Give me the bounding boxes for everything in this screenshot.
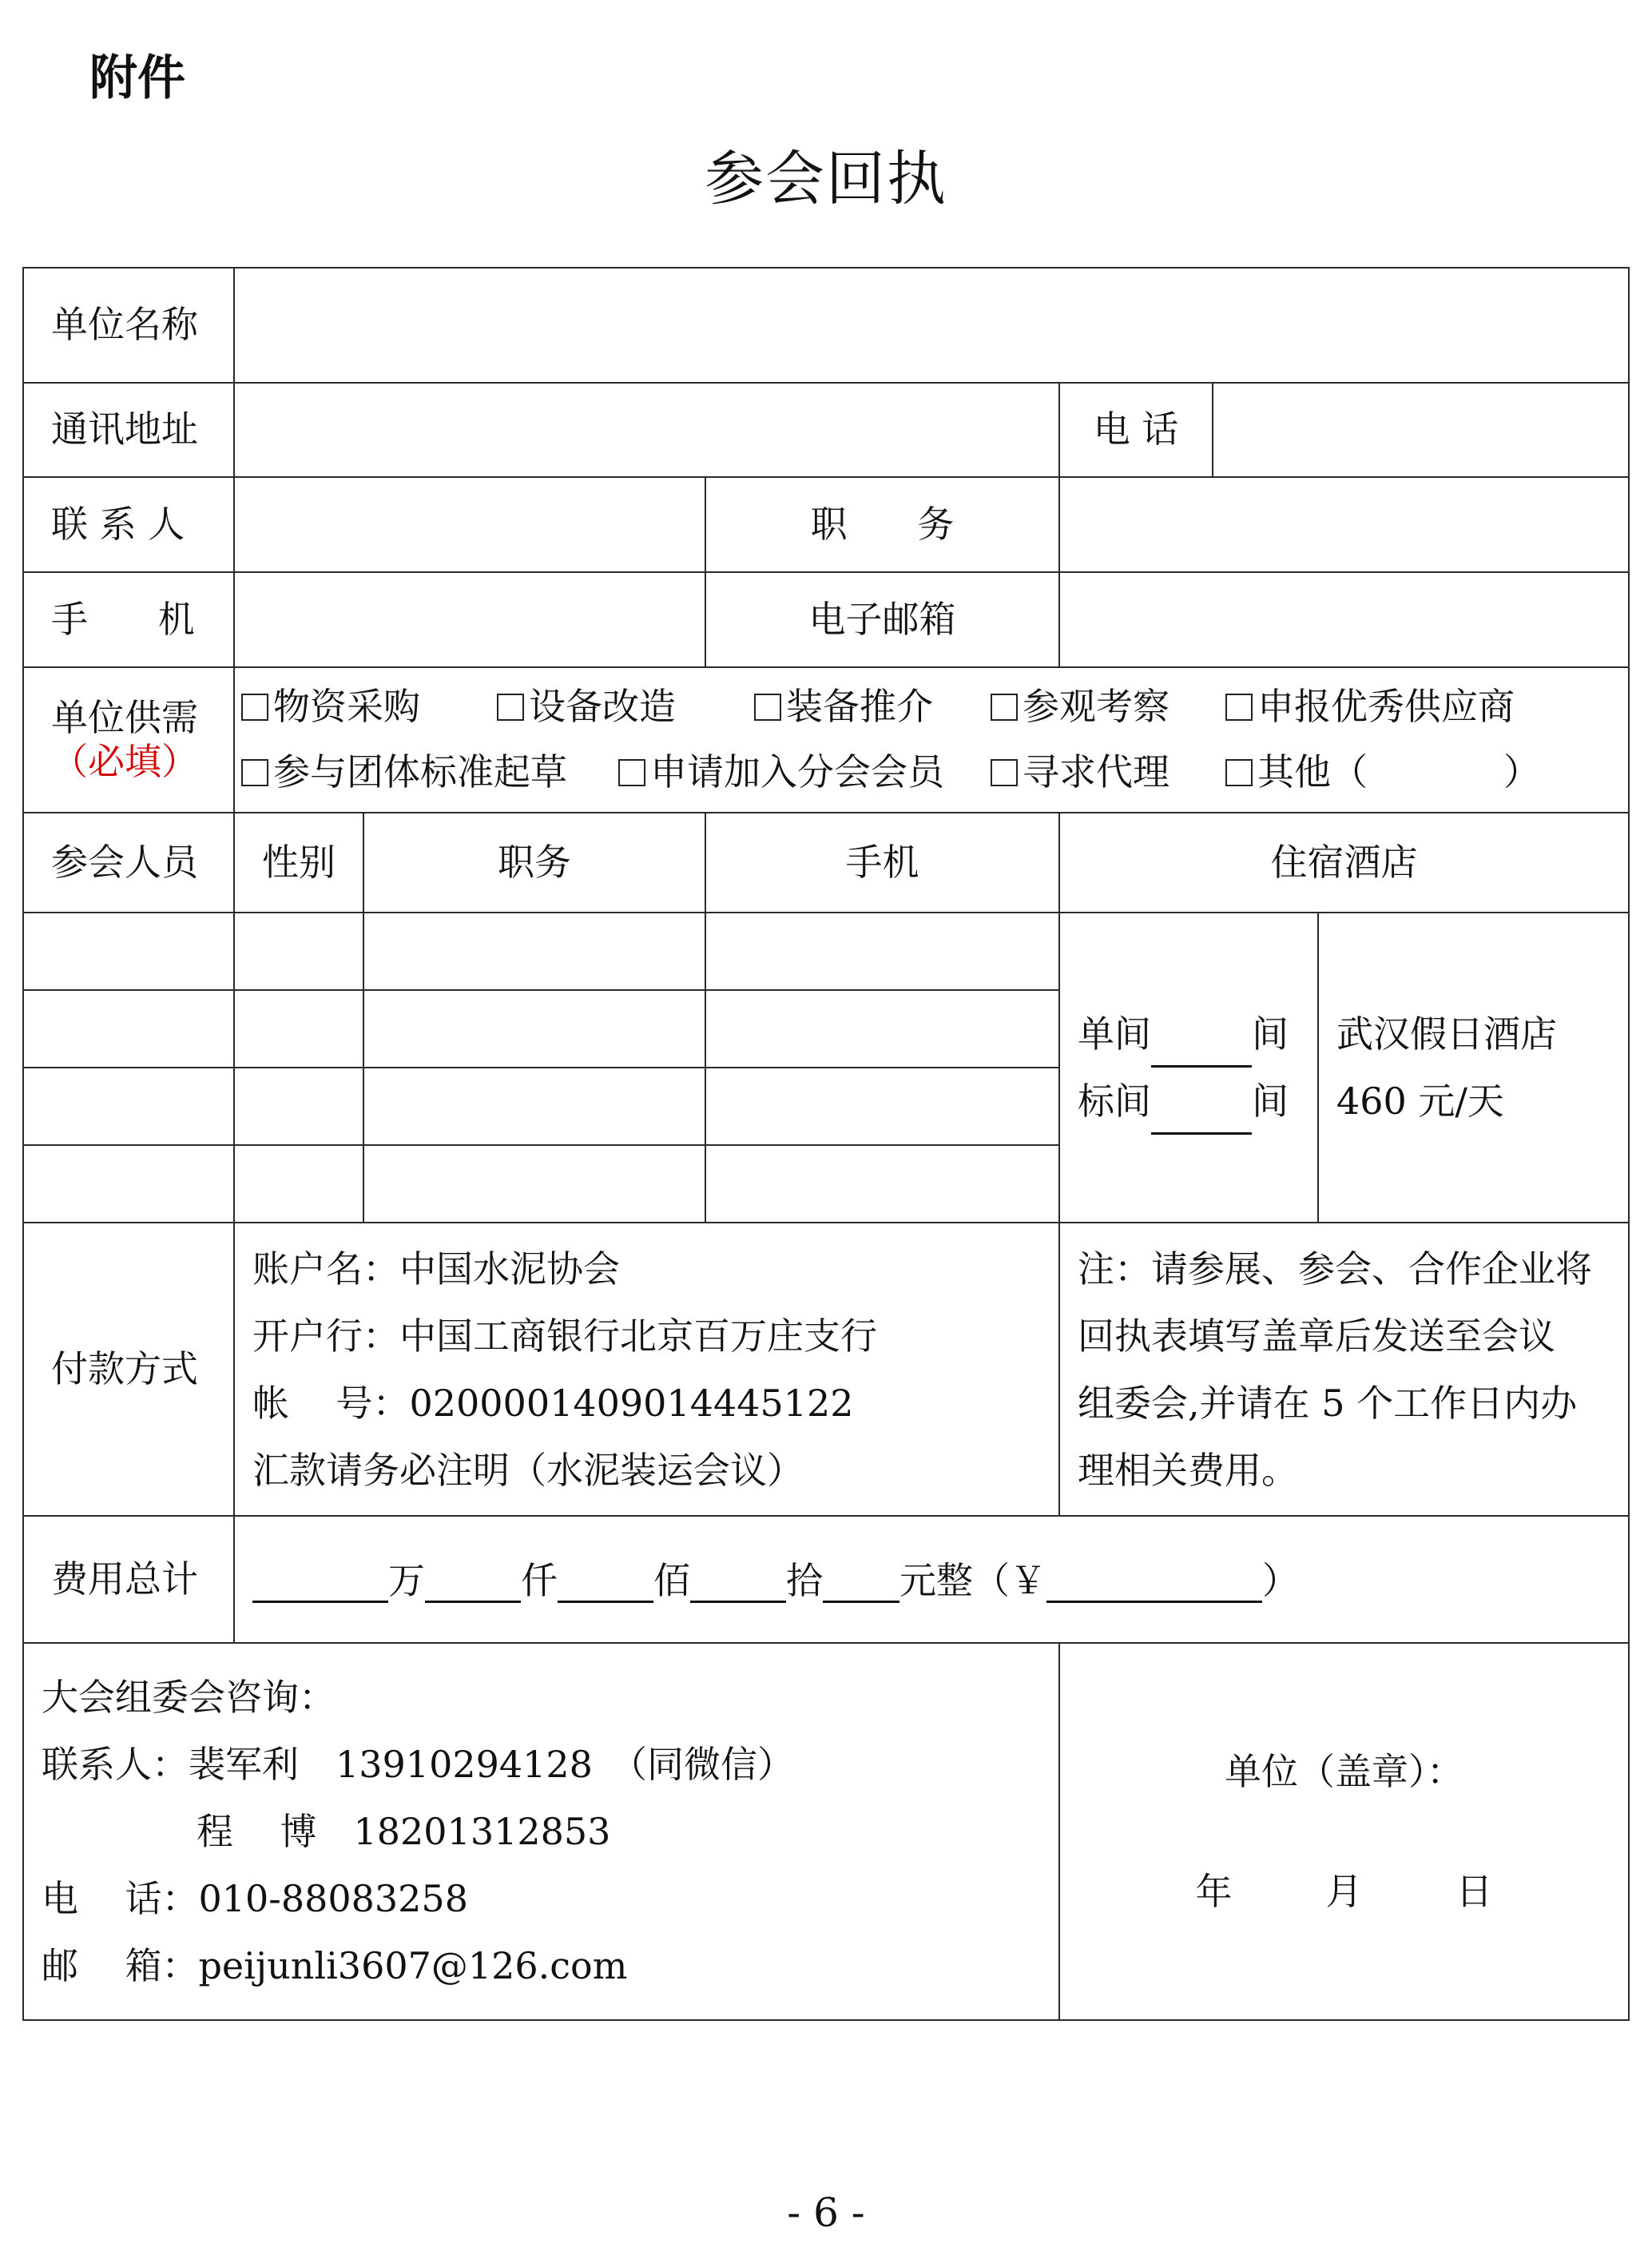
attendee-gender-cell[interactable] xyxy=(234,990,363,1068)
supply-option-join-branch[interactable]: 申请加入分会会员 xyxy=(618,750,991,794)
attendee-mobile-header: 手机 xyxy=(705,813,1059,913)
supply-option-agency[interactable]: 寻求代理 xyxy=(991,750,1225,794)
attendee-position-cell[interactable] xyxy=(363,913,705,990)
attendee-position-header: 职务 xyxy=(363,813,705,913)
checkbox[interactable] xyxy=(618,759,645,786)
company-name-field[interactable] xyxy=(234,268,1629,383)
fee-amount-blank[interactable] xyxy=(1046,1556,1262,1603)
attendee-gender-cell[interactable] xyxy=(234,913,363,990)
fee-bai-blank[interactable] xyxy=(558,1556,653,1603)
attendee-position-cell[interactable] xyxy=(363,990,705,1068)
consult-contact-2: 程 博 18201312853 xyxy=(197,1810,611,1853)
consult-info xyxy=(23,1643,1059,2020)
gender-header: 性别 xyxy=(234,813,363,913)
supply-option-excellent-supplier[interactable]: 申报优秀供应商 xyxy=(1225,685,1515,729)
payment-label: 付款方式 xyxy=(23,1223,234,1516)
seal-label: 单位（盖章）： xyxy=(1225,1750,1464,1793)
attendee-gender-cell[interactable] xyxy=(234,1145,363,1223)
payment-details xyxy=(234,1223,1059,1516)
single-room-line: 单间 间 xyxy=(1078,1000,1317,1068)
fee-qian-blank[interactable] xyxy=(425,1556,521,1603)
payment-note: 注：请参展、参会、合作企业将 回执表填写盖章后发送至会议 组委会,并请在 5 个工作日内办 理相关费用。 xyxy=(1059,1223,1629,1516)
double-room-line: 标间 间 xyxy=(1078,1068,1317,1135)
checkbox[interactable] xyxy=(991,694,1018,721)
page-number: - 6 - xyxy=(787,2189,865,2236)
hotel-header: 住宿酒店 xyxy=(1059,813,1629,913)
attendee-name-cell[interactable] xyxy=(23,913,234,990)
supply-label: 单位供需 xyxy=(51,695,198,739)
phone-label: 电 话 xyxy=(1059,383,1213,477)
fee-total-label: 费用总计 xyxy=(23,1516,234,1643)
attendee-mobile-cell[interactable] xyxy=(705,1145,1059,1223)
email-field[interactable] xyxy=(1059,572,1629,667)
supply-required-note: （必填） xyxy=(51,740,198,783)
supply-option-standard-drafting[interactable]: 参与团体标准起草 xyxy=(241,750,618,794)
checkbox[interactable] xyxy=(754,694,781,721)
account-number-line: 帐 号：0200001409014445122 xyxy=(252,1381,854,1425)
attendee-name-cell[interactable] xyxy=(23,1068,234,1145)
contact-label: 联 系 人 xyxy=(23,477,234,572)
mobile-label: 手 机 xyxy=(23,572,234,667)
checkbox[interactable] xyxy=(241,694,268,721)
page-title: 参会回执 xyxy=(705,145,947,213)
consult-contact-1: 联系人：裴军利 13910294128 （同微信） xyxy=(42,1743,794,1786)
double-room-count-blank[interactable] xyxy=(1151,1088,1252,1135)
supply-option-procurement[interactable]: 物资采购 xyxy=(241,685,497,729)
checkbox[interactable] xyxy=(1225,694,1253,721)
hotel-price: 460 元/天 xyxy=(1336,1080,1504,1123)
attendee-position-cell[interactable] xyxy=(363,1068,705,1145)
supply-option-site-visit[interactable]: 参观考察 xyxy=(991,685,1225,729)
single-room-count-blank[interactable] xyxy=(1151,1020,1252,1068)
phone-field[interactable] xyxy=(1213,383,1629,477)
consult-email: 邮 箱：peijunli3607@126.com xyxy=(42,1944,628,1987)
supply-options xyxy=(234,667,1629,813)
fee-total-line: 万 仟 佰 拾 元整（￥ ） xyxy=(234,1516,1629,1643)
attendee-name-cell[interactable] xyxy=(23,1145,234,1223)
fee-yuan-blank[interactable] xyxy=(823,1556,899,1603)
remittance-note-line: 汇款请务必注明（水泥装运会议） xyxy=(252,1448,804,1492)
company-name-label: 单位名称 xyxy=(23,268,234,383)
hotel-name: 武汉假日酒店 xyxy=(1336,1012,1557,1056)
checkbox[interactable] xyxy=(1225,759,1253,786)
attendee-mobile-cell[interactable] xyxy=(705,913,1059,990)
seal-area xyxy=(1059,1643,1629,2020)
position-field[interactable] xyxy=(1059,477,1629,572)
account-name-line: 账户名：中国水泥协会 xyxy=(252,1247,620,1291)
attendee-mobile-cell[interactable] xyxy=(705,1068,1059,1145)
checkbox[interactable] xyxy=(991,759,1018,786)
consult-title: 大会组委会咨询： xyxy=(42,1676,336,1719)
checkbox[interactable] xyxy=(497,694,524,721)
receipt-form xyxy=(22,267,1630,2021)
position-label: 职 务 xyxy=(705,477,1059,572)
supply-option-equipment-upgrade[interactable]: 设备改造 xyxy=(497,685,754,729)
attendee-gender-cell[interactable] xyxy=(234,1068,363,1145)
fee-wan-blank[interactable] xyxy=(252,1556,388,1603)
seal-date[interactable]: 年 月 日 xyxy=(1195,1870,1493,1913)
bank-line: 开户行：中国工商银行北京百万庄支行 xyxy=(252,1314,877,1358)
address-field[interactable] xyxy=(234,383,1059,477)
mobile-field[interactable] xyxy=(234,572,705,667)
address-label: 通讯地址 xyxy=(23,383,234,477)
attachment-label: 附件 xyxy=(89,50,185,106)
attendee-mobile-cell[interactable] xyxy=(705,990,1059,1068)
attendee-name-cell[interactable] xyxy=(23,990,234,1068)
attendee-name-header: 参会人员 xyxy=(23,813,234,913)
fee-shi-blank[interactable] xyxy=(690,1556,786,1603)
checkbox[interactable] xyxy=(241,759,268,786)
email-label: 电子邮箱 xyxy=(705,572,1059,667)
consult-phone: 电 话：010-88083258 xyxy=(42,1877,468,1920)
contact-field[interactable] xyxy=(234,477,705,572)
attendee-position-cell[interactable] xyxy=(363,1145,705,1223)
supply-option-equipment-promotion[interactable]: 装备推介 xyxy=(754,685,991,729)
supply-option-other[interactable]: 其他（ ） xyxy=(1225,750,1540,794)
